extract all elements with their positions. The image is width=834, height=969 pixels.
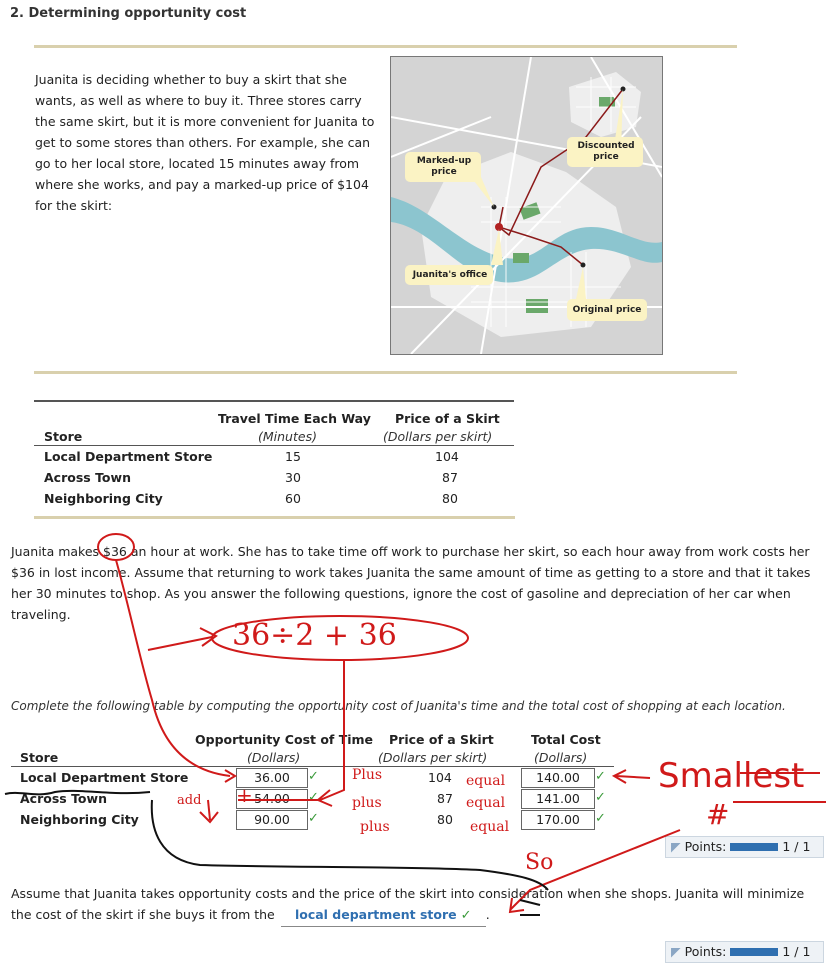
points-label: Points: <box>684 944 727 959</box>
table2-header-price-unit: (Dollars per skirt) <box>378 750 488 765</box>
table1-row-price: 104 <box>435 449 459 464</box>
table1-row-store: Across Town <box>44 470 131 485</box>
corner-arrow-icon: ◤ <box>671 839 681 854</box>
points-indicator <box>665 941 824 963</box>
annotation-equal: equal <box>466 795 506 811</box>
check-icon: ✓ <box>595 811 606 826</box>
table2-row-price: 104 <box>428 770 452 785</box>
annotation-plus: plus <box>352 795 382 811</box>
table1-top-border <box>34 400 514 402</box>
check-icon: ✓ <box>460 908 472 923</box>
table2-row-store: Local Department Store <box>20 770 189 785</box>
answer-dropdown[interactable] <box>281 904 486 927</box>
opp-cost-input[interactable]: 36.00 <box>236 768 308 788</box>
points-label: Points: <box>684 839 727 854</box>
table1-header-store: Store <box>44 429 83 444</box>
table1-row-store: Local Department Store <box>44 449 213 464</box>
points-bar <box>730 948 778 956</box>
table1-header-price-unit: (Dollars per skirt) <box>383 429 493 444</box>
table2-header-opp: Opportunity Cost of Time <box>195 732 374 747</box>
question-text <box>11 883 823 927</box>
scenario-paragraph: Juanita makes $36 an hour at work. She has to take time off work to purchase her skirt, so each hour away from work costs her $36 in lost income. Assume that returning to work takes Juanita the same amount of time as getting to a store and that it takes her 30 minutes to shop. As you answer the following questions, ignore the cost of gasoline and depreciation of her car when traveling. <box>11 544 811 622</box>
table2-instruction: Complete the following table by computing the opportunity cost of Juanita's time and the total cost of shopping at each location. <box>11 699 786 713</box>
annotation-formula: 36÷2 + 36 <box>232 618 397 653</box>
table2-header-total: Total Cost <box>531 732 601 747</box>
annotation-smallest: Smallest <box>658 756 805 796</box>
divider-top <box>34 45 737 48</box>
annotation-plus: Plus <box>352 767 383 783</box>
question-end: . <box>485 907 490 922</box>
table2-row-price: 87 <box>437 791 453 806</box>
check-icon: ✓ <box>308 790 319 805</box>
table1-row-travel: 30 <box>285 470 301 485</box>
points-score: 1 / 1 <box>782 839 811 854</box>
answer-value: local department store <box>294 907 457 922</box>
map-label-office: Juanita's office <box>412 270 488 280</box>
table1-row-travel: 15 <box>285 449 301 464</box>
table2-header-border <box>11 766 614 767</box>
question-prompt: Assume that Juanita takes opportunity costs and the price of the skirt into consideration when she shops. Juanita will minimize the cost of the skirt if she buys it from the <box>11 886 805 922</box>
points-indicator <box>665 836 824 858</box>
opp-cost-input[interactable]: 90.00 <box>236 810 308 830</box>
check-icon: ✓ <box>595 769 606 784</box>
section-title: 2. Determining opportunity cost <box>10 6 247 21</box>
table1-row-travel: 60 <box>285 491 301 506</box>
check-icon: ✓ <box>595 790 606 805</box>
store-map <box>390 56 663 355</box>
table1-row-price: 80 <box>442 491 458 506</box>
total-cost-input[interactable]: 140.00 <box>521 768 595 788</box>
table1-bottom-rule <box>34 516 515 519</box>
table1-header-border <box>34 445 514 446</box>
annotation-equal: equal <box>466 773 506 789</box>
points-score: 1 / 1 <box>782 944 811 959</box>
annotation-add: add <box>177 793 202 808</box>
table2-header-total-unit: (Dollars) <box>534 750 588 765</box>
total-cost-input[interactable]: 170.00 <box>521 810 595 830</box>
annotation-hash: # <box>706 798 730 831</box>
annotation-equal: equal <box>470 819 510 835</box>
divider-mid <box>34 371 737 374</box>
table2-row-price: 80 <box>437 812 453 827</box>
map-label-original: Original price <box>572 305 642 315</box>
table1-header-travel-unit: (Minutes) <box>258 429 317 444</box>
points-bar <box>730 843 778 851</box>
table2-row-store: Neighboring City <box>20 812 139 827</box>
table1-header-travel: Travel Time Each Way <box>218 411 371 426</box>
map-label-marked-up: Marked-up price <box>416 156 472 177</box>
table2-header-price: Price of a Skirt <box>389 732 494 747</box>
table1-header-price: Price of a Skirt <box>395 411 500 426</box>
check-icon: ✓ <box>308 811 319 826</box>
opp-cost-input[interactable]: 54.00 <box>236 789 308 809</box>
check-icon: ✓ <box>308 769 319 784</box>
table2-header-opp-unit: (Dollars) <box>247 750 301 765</box>
annotation-plus-sign: + <box>236 783 253 807</box>
table1-row-store: Neighboring City <box>44 491 163 506</box>
intro-text: Juanita is deciding whether to buy a skirt that she wants, as well as where to buy it. Three stores carry the same skirt, but it is more convenient for Juanita to get to some stores than others. For example, she can go to her local store, located 15 minutes away from where she works, and pay a marked-up price of $104 for the skirt: <box>35 72 375 213</box>
annotation-plus: plus <box>360 819 390 835</box>
map-label-discounted: Discounted price <box>577 141 635 162</box>
table2-header-store: Store <box>20 750 59 765</box>
total-cost-input[interactable]: 141.00 <box>521 789 595 809</box>
table1-row-price: 87 <box>442 470 458 485</box>
table2-row-store: Across Town <box>20 791 107 806</box>
annotation-so: So <box>525 850 554 875</box>
corner-arrow-icon: ◤ <box>671 944 681 959</box>
